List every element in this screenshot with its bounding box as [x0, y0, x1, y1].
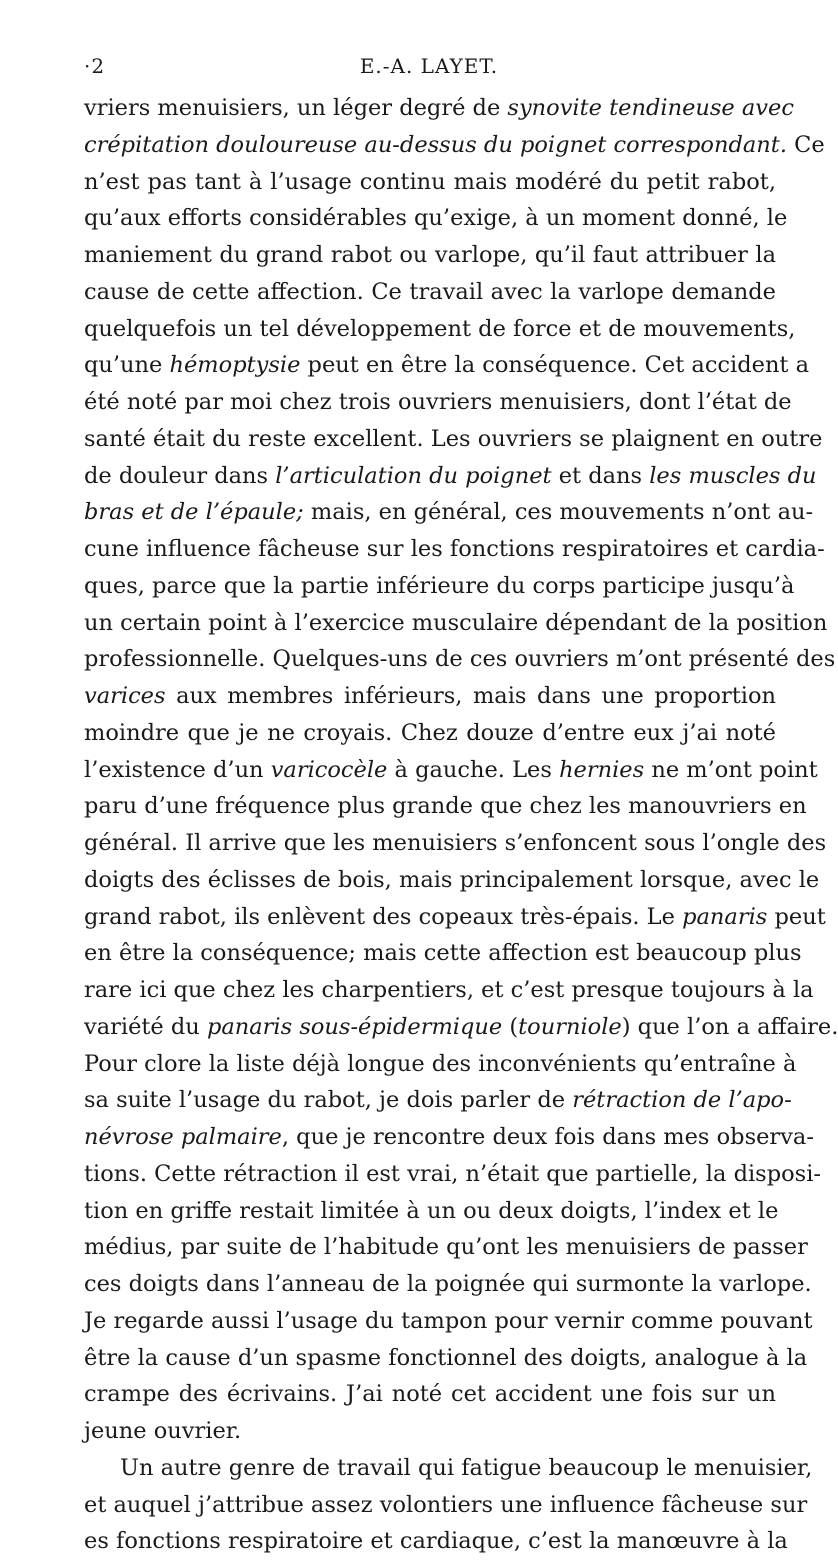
text-line	[84, 164, 776, 201]
text-run: un certain point à l’exercice musculaire dépendant de la position	[84, 609, 828, 636]
text-line	[84, 200, 788, 237]
text-line	[84, 237, 776, 274]
text-run: sa suite l’usage du rabot, je dois parler de	[84, 1087, 573, 1114]
text-run: général. Il arrive que les menuisiers s’enfoncent sous l’ongle des	[84, 830, 827, 856]
italic-text: panaris	[682, 903, 768, 930]
text-run: et dans	[551, 462, 650, 489]
text-line	[84, 1376, 776, 1413]
text-line	[84, 788, 807, 825]
text-line	[84, 1523, 788, 1560]
text-run: es fonctions respiratoire et cardiaque, c’est la manœuvre à la	[84, 1528, 788, 1555]
text-line	[84, 1413, 776, 1450]
text-run: aux membres inférieurs, mais dans une proportion	[165, 683, 776, 709]
text-run: qu’une	[84, 352, 170, 379]
text-line	[84, 531, 825, 568]
text-run: peut en être la conséquence. Cet accident a	[300, 352, 810, 379]
page-header	[84, 54, 774, 84]
text-line	[84, 1119, 814, 1156]
text-line	[84, 1229, 808, 1266]
text-run: être la cause d’un spasme fonctionnel des doigts, analogue à la	[84, 1344, 808, 1371]
text-run: , que je rencontre deux fois dans mes observa-	[281, 1124, 814, 1150]
text-run: moindre que je ne croyais. Chez douze d’entre eux j’ai noté	[84, 719, 776, 746]
text-run: cune influence fâcheuse sur les fonctions respiratoires et cardia-	[84, 536, 825, 562]
italic-text: hémoptysie	[169, 352, 301, 379]
italic-text: rétraction de l’apo-	[572, 1087, 792, 1114]
text-line	[84, 568, 795, 605]
text-run: mais, en général, ces mouvements n’ont au-	[303, 499, 814, 526]
text-line	[84, 1193, 779, 1230]
text-line	[84, 1340, 808, 1377]
text-line	[84, 899, 826, 936]
text-line	[84, 1266, 812, 1303]
text-run: ces doigts dans l’anneau de la poignée qui surmonte la varlope.	[84, 1271, 812, 1297]
text-run: médius, par suite de l’habitude qu’ont les menuisiers de passer	[84, 1234, 808, 1261]
text-run: en être la conséquence; mais cette affection est beaucoup plus	[84, 940, 802, 967]
text-line	[84, 384, 792, 421]
text-line	[84, 1082, 792, 1119]
italic-text: synovite tendineuse avec	[507, 95, 794, 121]
text-run: à gauche. Les	[387, 756, 560, 783]
text-line	[84, 494, 814, 531]
text-run: peut	[767, 903, 826, 930]
text-run: quelquefois un tel développement de force et de mouvements,	[84, 315, 796, 342]
text-run: ques, parce que la partie inférieure du corps participe jusqu’à	[84, 572, 795, 599]
text-line	[84, 1046, 797, 1083]
text-run: jeune ouvrier.	[84, 1418, 242, 1444]
italic-text: tourniole	[518, 1013, 622, 1040]
italic-text: varicocèle	[270, 756, 388, 783]
running-head: E.-A. LAYET.	[359, 54, 499, 78]
text-line	[84, 715, 776, 752]
text-line	[84, 641, 836, 678]
text-line	[84, 605, 828, 642]
text-run: rare ici que chez les charpentiers, et c’est presque toujours à la	[84, 977, 814, 1003]
italic-text: varices	[84, 683, 166, 709]
text-run: et auquel j’attribue assez volontiers une influence fâcheuse sur	[84, 1491, 808, 1518]
text-run: variété du	[84, 1013, 207, 1040]
italic-text: panaris sous-épidermique	[206, 1013, 503, 1040]
italic-text: névrose palmaire	[84, 1124, 282, 1150]
italic-text: bras et de l’épaule;	[84, 499, 304, 526]
text-line	[84, 825, 827, 862]
text-line	[84, 311, 796, 348]
body-text	[84, 90, 838, 1560]
text-run: professionnelle. Quelques-uns de ces ouvriers m’ont présenté des	[84, 646, 836, 673]
text-line	[84, 1303, 813, 1340]
text-line	[84, 1156, 822, 1193]
text-run: santé était du reste excellent. Les ouvriers se plaignent en outre	[84, 425, 823, 452]
italic-text: l’articulation du poignet	[275, 462, 552, 489]
text-line	[84, 862, 820, 899]
text-line	[84, 90, 794, 127]
text-run: Je regarde aussi l’usage du tampon pour vernir comme pouvant	[84, 1307, 813, 1334]
text-line	[84, 972, 814, 1009]
text-run: ) que l’on a affaire.	[621, 1013, 838, 1040]
text-line	[84, 458, 817, 495]
text-run: de douleur dans	[84, 462, 276, 489]
text-line	[84, 1009, 838, 1046]
text-run: doigts des éclisses de bois, mais principalement lorsque, avec le	[84, 866, 820, 893]
text-line	[84, 1450, 813, 1487]
text-run: (	[502, 1013, 519, 1040]
text-line	[84, 752, 818, 789]
text-run: crampe des écrivains. J’ai noté cet accident une fois sur un	[84, 1381, 776, 1408]
text-line	[84, 421, 823, 458]
italic-text: les muscles du	[649, 462, 817, 489]
text-run: cause de cette affection. Ce travail avec la varlope demande	[84, 278, 776, 305]
page-number: ·2	[84, 54, 106, 78]
text-run: Pour clore la liste déjà longue des inconvénients qu’entraîne à	[84, 1050, 797, 1077]
text-run: vriers menuisiers, un léger degré de	[84, 95, 508, 121]
text-run: tions. Cette rétraction il est vrai, n’était que partielle, la disposi-	[84, 1160, 822, 1187]
text-run: paru d’une fréquence plus grande que chez les manouvriers en	[84, 793, 807, 820]
text-run: grand rabot, ils enlèvent des copeaux très-épais. Le	[84, 903, 683, 930]
text-run: n’est pas tant à l’usage continu mais modéré du petit rabot,	[84, 168, 776, 195]
italic-text: hernies	[559, 756, 645, 783]
text-line	[84, 127, 825, 164]
text-run: l’existence d’un	[84, 756, 271, 783]
text-line	[84, 1487, 808, 1524]
text-line	[84, 935, 802, 972]
text-run: Un autre genre de travail qui fatigue beaucoup le menuisier,	[120, 1454, 813, 1481]
text-line	[84, 347, 810, 384]
italic-text: crépitation douloureuse au-dessus du poignet correspondant.	[84, 131, 787, 158]
text-run: tion en griffe restait limitée à un ou deux doigts, l’index et le	[84, 1197, 779, 1224]
text-run: qu’aux efforts considérables qu’exige, à un moment donné, le	[84, 205, 788, 232]
text-line	[84, 678, 776, 715]
text-run: ne m’ont point	[644, 756, 818, 783]
text-run: Ce	[786, 131, 825, 158]
text-run: été noté par moi chez trois ouvriers menuisiers, dont l’état de	[84, 389, 792, 415]
text-line	[84, 274, 776, 311]
text-run: maniement du grand rabot ou varlope, qu’il faut attribuer la	[84, 242, 776, 268]
